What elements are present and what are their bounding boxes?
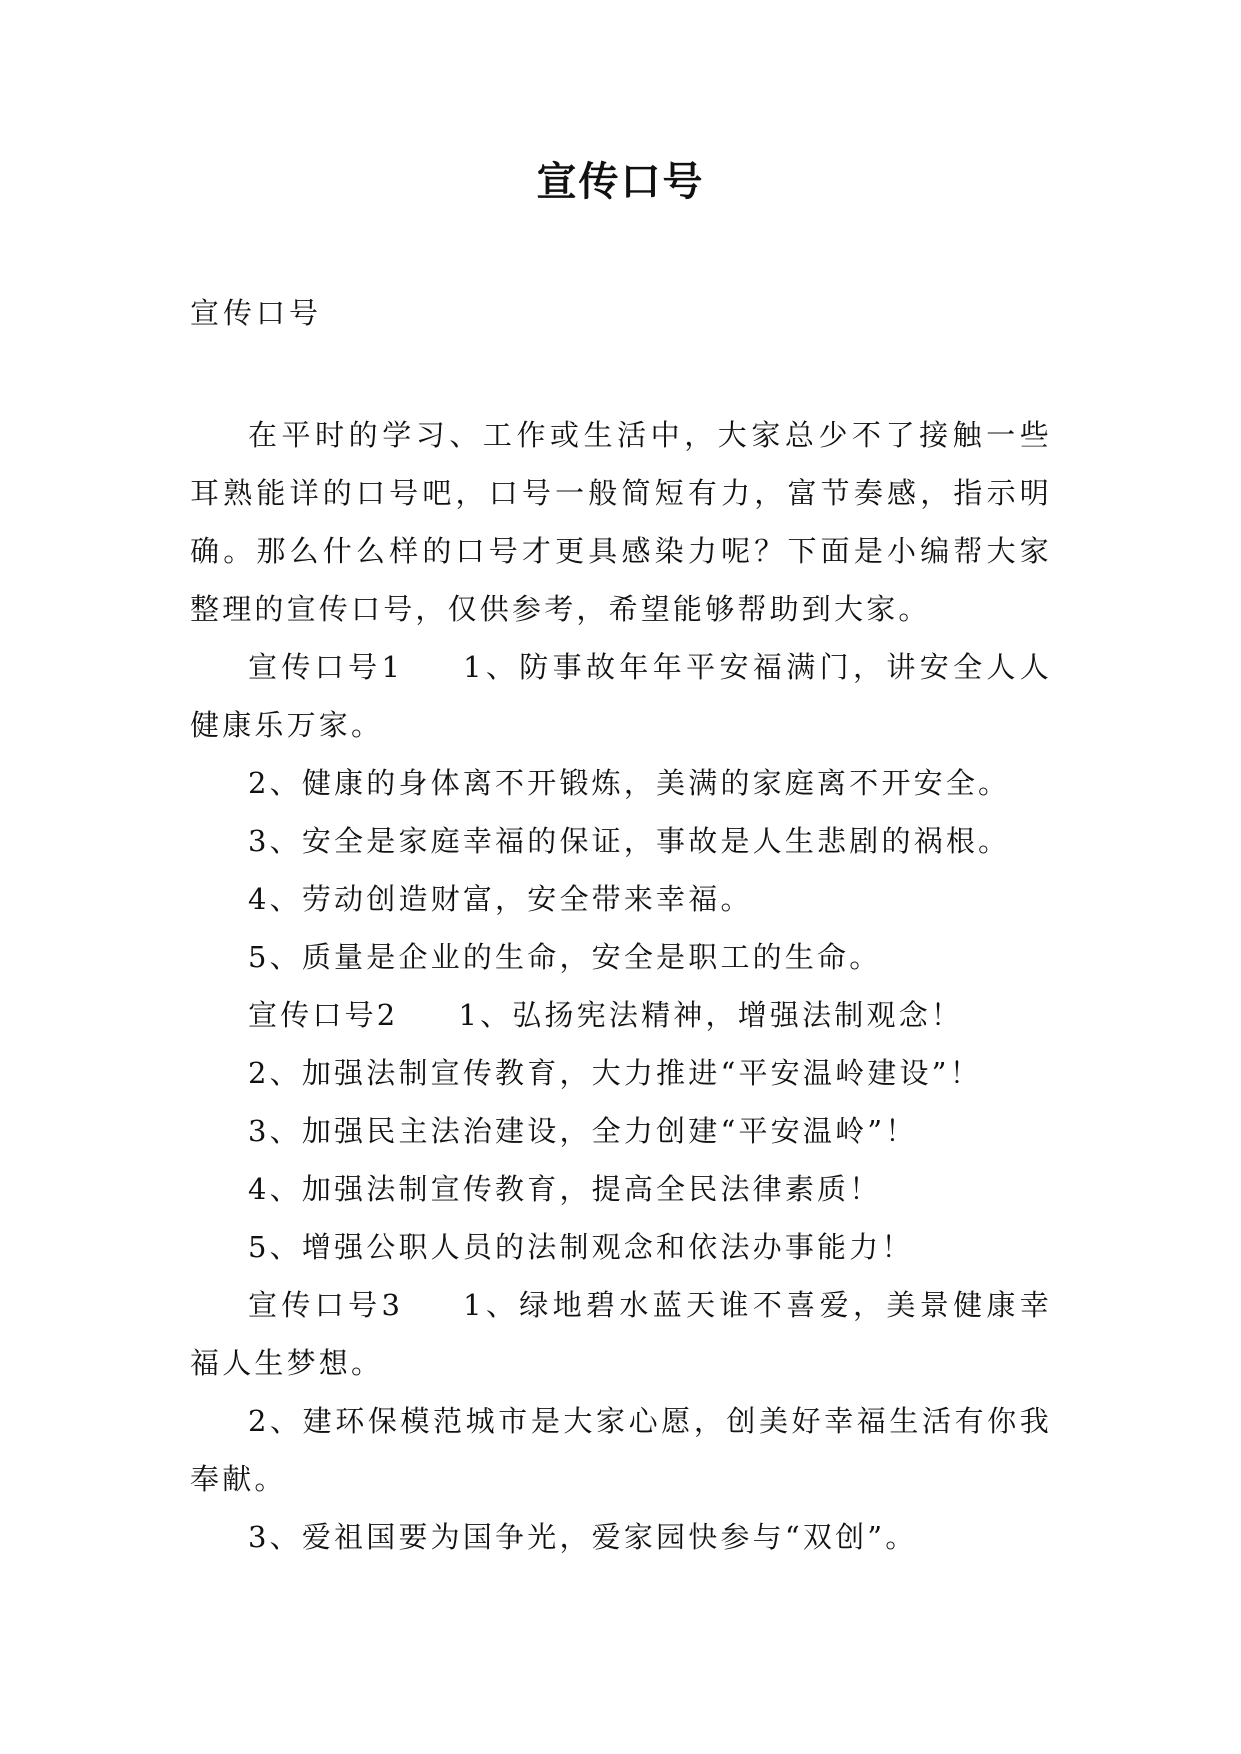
- paragraph-text: 1、弘扬宪法精神，增强法制观念！: [458, 998, 964, 1032]
- paragraph-text: 4、加强法制宣传教育，提高全民法律素质！: [248, 1172, 882, 1206]
- slogan-paragraph: [190, 812, 1052, 870]
- slogan-paragraph: [190, 1218, 1052, 1276]
- paragraph-text: 5、质量是企业的生命，安全是职工的生命。: [248, 940, 882, 974]
- paragraph-text: 在平时的学习、工作或生活中，大家总少不了接触一些耳熟能详的口号吧，口号一般简短有力，富节奏感，指示明确。那么什么样的口号才更具感染力呢？下面是小编帮大家整理的宣传口号，仅供参考，希望能够帮助到大家。: [190, 418, 1052, 626]
- paragraph-text: 2、健康的身体离不开锻炼，美满的家庭离不开安全。: [248, 766, 1011, 800]
- paragraph-text: 5、增强公职人员的法制观念和依法办事能力！: [248, 1230, 914, 1264]
- paragraph-text: 3、加强民主法治建设，全力创建“平安温岭”！: [248, 1114, 918, 1148]
- paragraph-text: 3、爱祖国要为国争光，爱家园快参与“双创”。: [248, 1520, 918, 1554]
- paragraph-text: 4、劳动创造财富，安全带来幸福。: [248, 882, 753, 916]
- section-label: 宣传口号3: [248, 1288, 404, 1322]
- intro-paragraph: [190, 406, 1052, 638]
- section-label: 宣传口号2: [248, 998, 399, 1032]
- document-body: [190, 406, 1052, 1566]
- slogan-paragraph: [190, 1102, 1052, 1160]
- slogan-paragraph: [190, 754, 1052, 812]
- slogan-paragraph: [190, 986, 1052, 1044]
- slogan-paragraph: [190, 1508, 1052, 1566]
- section-label: 宣传口号1: [248, 650, 404, 684]
- paragraph-text: 1、绿地碧水蓝天谁不喜爱，美景健康幸福人生梦想。: [190, 1288, 1052, 1380]
- slogan-paragraph: [190, 928, 1052, 986]
- slogan-paragraph: [190, 1392, 1052, 1508]
- paragraph-text: 1、防事故年年平安福满门，讲安全人人健康乐万家。: [190, 650, 1052, 742]
- document-title: 宣传口号: [536, 158, 705, 205]
- slogan-paragraph: [190, 870, 1052, 928]
- document-heading: 宣传口号: [190, 296, 323, 330]
- paragraph-text: 2、加强法制宣传教育，大力推进“平安温岭建设”！: [248, 1056, 982, 1090]
- slogan-paragraph: [190, 1160, 1052, 1218]
- slogan-paragraph: [190, 638, 1052, 754]
- slogan-paragraph: [190, 1044, 1052, 1102]
- paragraph-text: 3、安全是家庭幸福的保证，事故是人生悲剧的祸根。: [248, 824, 1011, 858]
- paragraph-text: 2、建环保模范城市是大家心愿，创美好幸福生活有你我奉献。: [190, 1404, 1052, 1496]
- slogan-paragraph: [190, 1276, 1052, 1392]
